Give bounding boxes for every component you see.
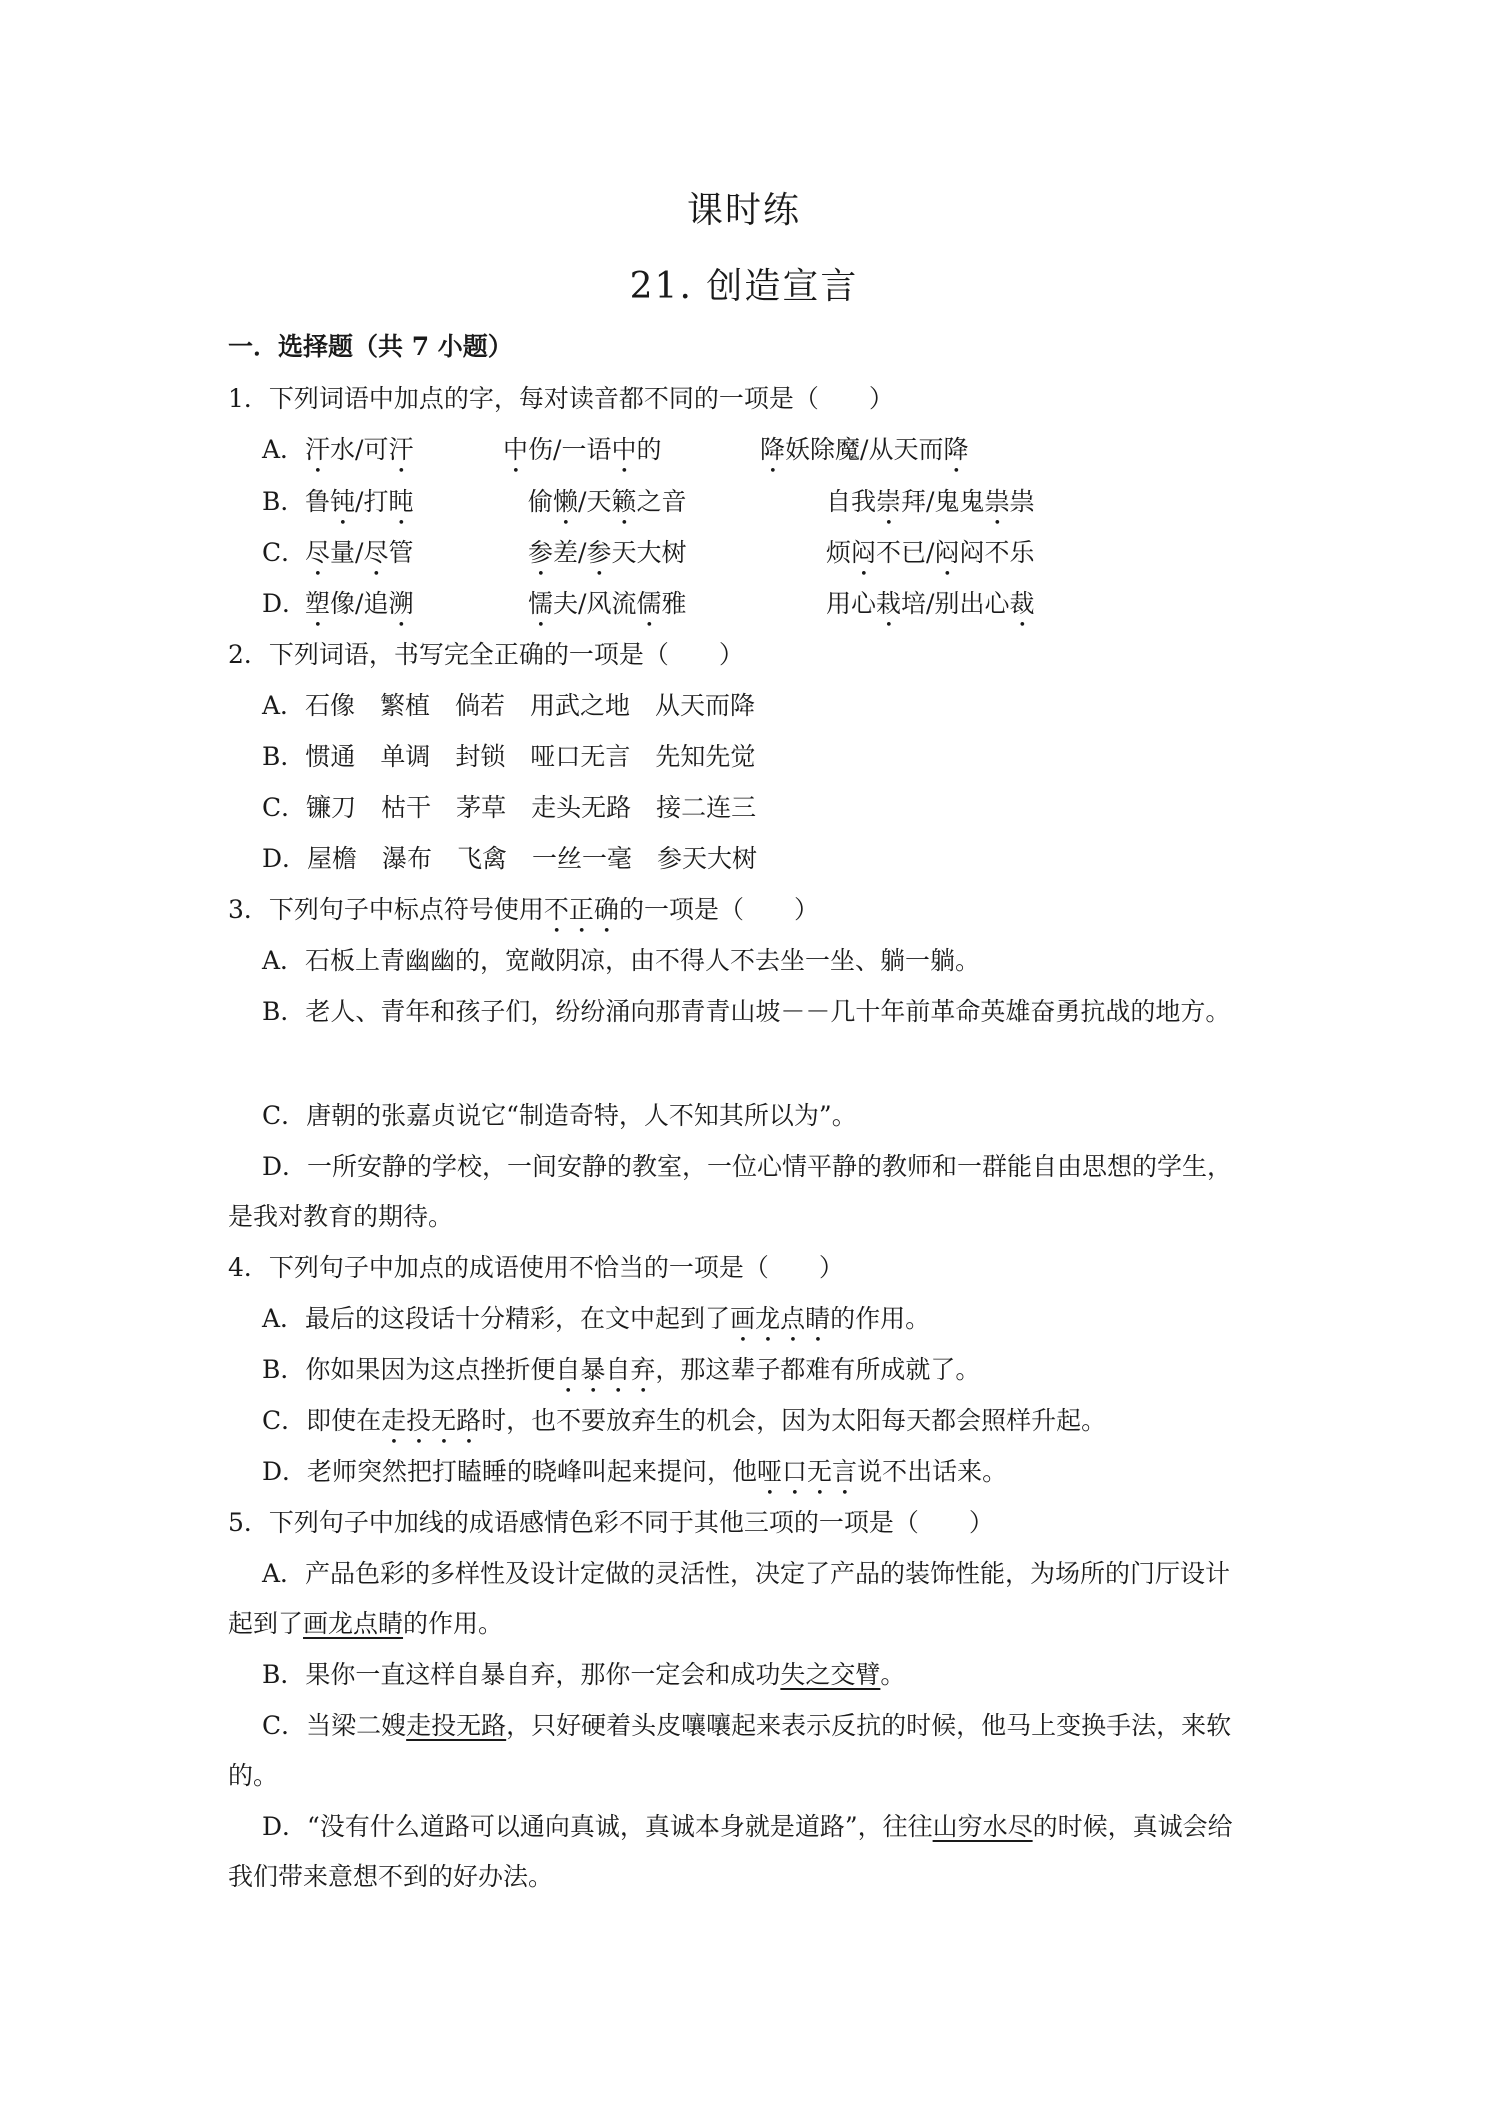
q1-option-b-pair2: 偷懒/天籁之音 (528, 487, 687, 516)
q4-option-a: A．最后的这段话十分精彩，在文中起到了画龙点睛的作用。 (262, 1304, 931, 1333)
q1-option-b-pair1: 鲁钝/打盹 (305, 487, 414, 516)
q3-option-b: B．老人、青年和孩子们，纷纷涌向那青青山坡－－几十年前革命英雄奋勇抗战的地方。 (262, 997, 1231, 1026)
q1-option-c-pair2: 参差/参天大树 (528, 538, 687, 567)
q1-option-a-pair3: 降妖除魔/从天而降 (760, 435, 969, 464)
q3-option-c: C．唐朝的张嘉贞说它“制造奇特，人不知其所以为”。 (262, 1101, 857, 1130)
q1-option-d-pair1: 塑像/追溯 (305, 589, 414, 618)
q1-option-d-pair2: 懦夫/风流儒雅 (528, 589, 687, 618)
q5-option-d-line2: 我们带来意想不到的好办法。 (228, 1862, 554, 1891)
q5-option-c-line1: C．当梁二嫂走投无路，只好硬着头皮嚷嚷起来表示反抗的时候，他马上变换手法，来软 (262, 1711, 1232, 1740)
q4-option-c: C．即使在走投无路时，也不要放弃生的机会，因为太阳每天都会照样升起。 (262, 1406, 1107, 1435)
q5-option-c-line2: 的。 (228, 1761, 279, 1790)
q1-option-d-label: D． (262, 589, 308, 618)
question-5-stem: 5．下列句子中加线的成语感情色彩不同于其他三项的一项是（ ） (228, 1508, 994, 1537)
q4-option-d: D．老师突然把打瞌睡的晓峰叫起来提问，他哑口无言说不出话来。 (262, 1457, 1008, 1486)
page-title: 课时练 (686, 190, 801, 231)
question-1-stem: 1．下列词语中加点的字，每对读音都不同的一项是（ ） (228, 384, 894, 413)
q1-option-c-pair3: 烦闷不已/闷闷不乐 (826, 538, 1035, 567)
q2-option-b: B．惯通 单调 封锁 哑口无言 先知先觉 (262, 742, 756, 771)
q5-option-d-line1: D．“没有什么道路可以通向真诚，真诚本身就是道路”，往往山穷水尽的时候，真诚会给 (262, 1812, 1233, 1841)
q2-option-a: A．石像 繁植 倘若 用武之地 从天而降 (262, 691, 756, 720)
q1-option-c-pair1: 尽量/尽管 (305, 538, 414, 567)
q1-option-b-pair3: 自我崇拜/鬼鬼祟祟 (826, 487, 1035, 516)
section-heading: 一．选择题（共 7 小题） (228, 332, 513, 361)
q1-option-a-pair2: 中伤/一语中的 (503, 435, 662, 464)
question-3-stem: 3．下列句子中标点符号使用不正确的一项是（ ） (228, 895, 819, 924)
question-4-stem: 4．下列句子中加点的成语使用不恰当的一项是（ ） (228, 1253, 844, 1282)
q1-option-a-label: A． (262, 435, 306, 464)
lesson-title: 21. 创造宣言 (629, 266, 859, 307)
q2-option-d: D．屋檐 瀑布 飞禽 一丝一毫 参天大树 (262, 844, 758, 873)
q1-option-c-label: C． (262, 538, 307, 567)
q3-option-d-line2: 是我对教育的期待。 (228, 1202, 454, 1231)
q5-option-a-line2: 起到了画龙点睛的作用。 (228, 1609, 504, 1638)
q4-option-b: B．你如果因为这点挫折便自暴自弃，那这辈子都难有所成就了。 (262, 1355, 981, 1384)
q2-option-c: C．镰刀 枯干 茅草 走头无路 接二连三 (262, 793, 757, 822)
q3-option-a: A．石板上青幽幽的，宽敞阴凉，由不得人不去坐一坐、躺一躺。 (262, 946, 981, 975)
question-2-stem: 2．下列词语，书写完全正确的一项是（ ） (228, 640, 744, 669)
q5-option-b: B．果你一直这样自暴自弃，那你一定会和成功失之交臂。 (262, 1660, 906, 1689)
q1-option-d-pair3: 用心栽培/别出心裁 (826, 589, 1035, 618)
q3-option-d-line1: D．一所安静的学校，一间安静的教室，一位心情平静的教师和一群能自由思想的学生， (262, 1152, 1233, 1181)
q1-option-b-label: B． (262, 487, 306, 516)
q1-option-a-pair1: 汗水/可汗 (305, 435, 414, 464)
q5-option-a-line1: A．产品色彩的多样性及设计定做的灵活性，决定了产品的装饰性能，为场所的门厅设计 (262, 1559, 1231, 1588)
